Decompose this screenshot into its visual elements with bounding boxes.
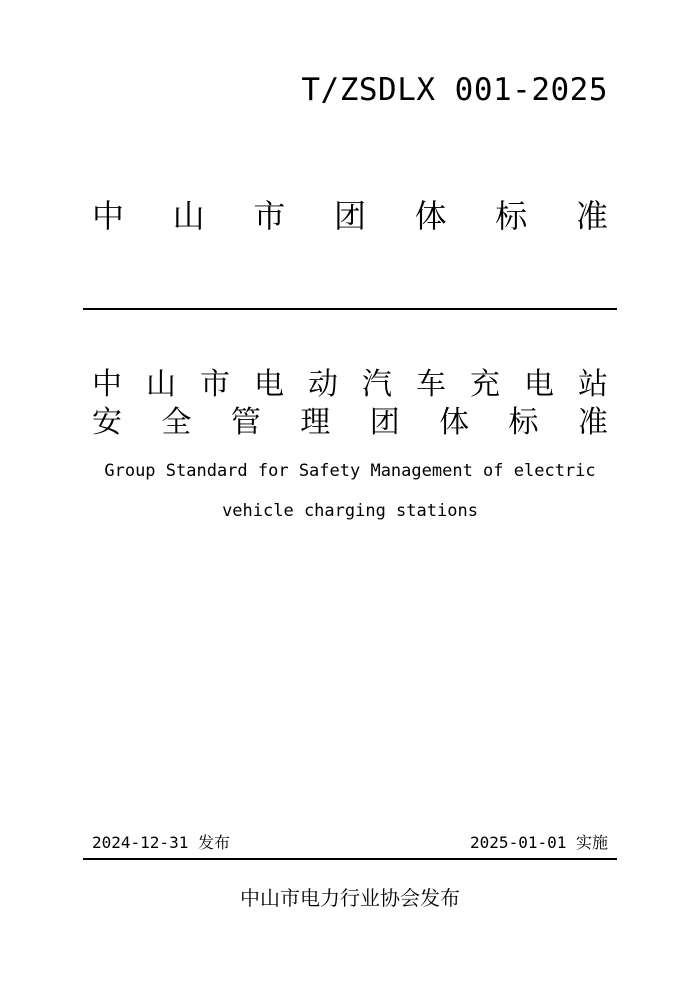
title-char: 团 <box>333 197 366 235</box>
title-char: 标 <box>508 405 539 440</box>
title-char: 团 <box>369 405 400 440</box>
title-char: 站 <box>578 367 608 402</box>
title-char: 动 <box>308 367 338 402</box>
title-char: 电 <box>254 367 284 402</box>
title-char: 山 <box>172 197 205 235</box>
standard-code: T/ZSDLX 001-2025 <box>301 72 608 108</box>
title-char: 管 <box>230 405 261 440</box>
title-char: 准 <box>575 197 608 235</box>
title-char: 中 <box>92 367 122 402</box>
title-char: 车 <box>416 367 446 402</box>
issue-date: 2024-12-31 发布 <box>92 833 230 852</box>
top-divider <box>83 308 617 310</box>
title-char: 体 <box>414 197 447 235</box>
title-char: 体 <box>439 405 470 440</box>
english-title-line-2: vehicle charging stations <box>222 501 478 521</box>
chinese-title-line-2 <box>92 404 608 442</box>
title-char: 安 <box>92 405 122 440</box>
implementation-date: 2025-01-01 实施 <box>470 833 608 852</box>
title-char: 市 <box>200 367 230 402</box>
chinese-title-line-1 <box>92 366 608 404</box>
title-char: 中 <box>92 197 125 235</box>
title-char: 山 <box>146 367 176 402</box>
title-char: 准 <box>577 405 608 440</box>
title-char: 市 <box>253 197 286 235</box>
title-char: 全 <box>161 405 192 440</box>
title-char: 电 <box>524 367 554 402</box>
publisher: 中山市电力行业协会发布 <box>240 886 460 910</box>
title-char: 理 <box>300 405 331 440</box>
title-char: 标 <box>495 197 528 235</box>
title-char: 充 <box>470 367 500 402</box>
bottom-divider <box>83 858 617 860</box>
title-char: 汽 <box>362 367 392 402</box>
english-title-line-1: Group Standard for Safety Management of electric <box>104 461 596 481</box>
standard-category-heading <box>92 196 608 236</box>
